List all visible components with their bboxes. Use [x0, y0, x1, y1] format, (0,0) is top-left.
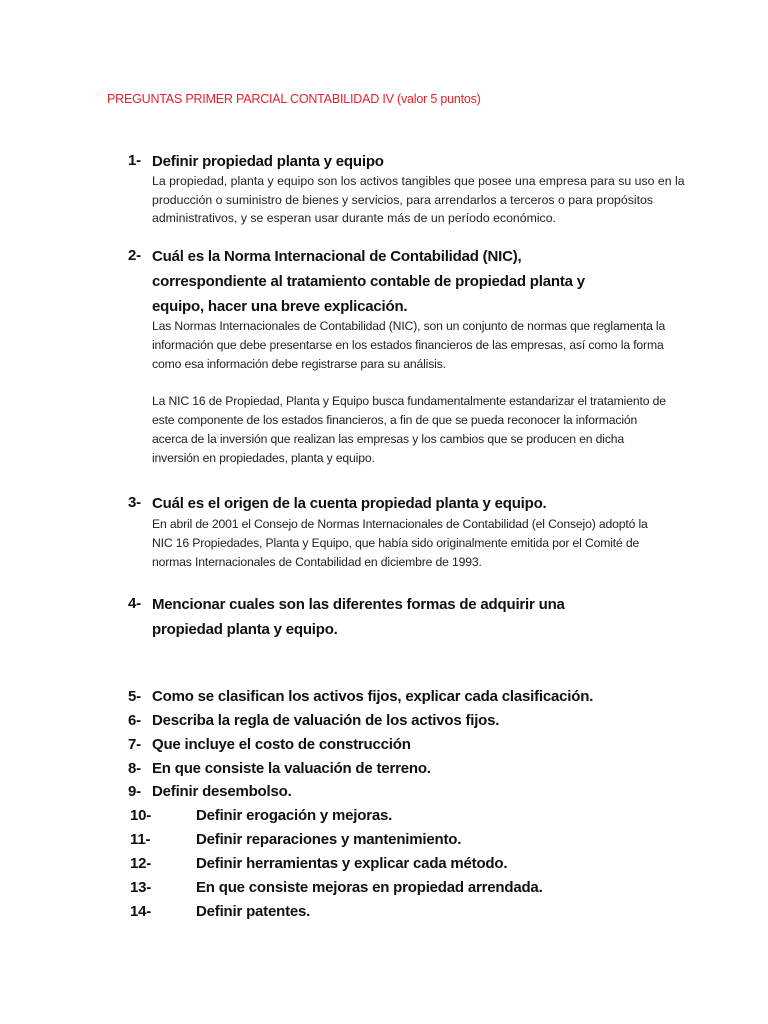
list-item-number: 5- [128, 688, 141, 705]
question-3-number: 3- [128, 494, 141, 511]
list-item-number: 13- [130, 879, 152, 896]
list-item-text: En que consiste la valuación de terreno. [152, 760, 431, 777]
question-4-text [152, 592, 565, 642]
question-1-text [152, 149, 384, 174]
question-line: Cuál es el origen de la cuenta propiedad planta y equipo. [152, 495, 547, 512]
list-item-text: Describa la regla de valuación de los activos fijos. [152, 712, 500, 729]
list-item-text: Definir herramientas y explicar cada método. [196, 855, 508, 872]
question-line: Mencionar cuales son las diferentes formas de adquirir una [152, 596, 565, 613]
page-title: PREGUNTAS PRIMER PARCIAL CONTABILIDAD IV (valor 5 puntos) [107, 92, 481, 106]
answer-1: La propiedad, planta y equipo son los activos tangibles que posee una empresa para su uso en la producción o suministro de bienes y servicios, para arrendarlos a terceros o para propósitos administrativos, y se esperan usar durante más de un período económico. [152, 174, 685, 225]
question-2-number: 2- [128, 247, 141, 264]
question-line: propiedad planta y equipo. [152, 621, 338, 638]
answer-3: En abril de 2001 el Consejo de Normas Internacionales de Contabilidad (el Consejo) adoptó la NIC 16 Propiedades, Planta y Equipo, que había sido originalmente emitida por el Comité de normas Internacionales de Contabilidad en diciembre de 1993. [152, 517, 648, 569]
question-3-text [152, 491, 547, 516]
list-item-text: Definir patentes. [196, 903, 311, 920]
list-item-number: 14- [130, 903, 152, 920]
question-line: Definir propiedad planta y equipo [152, 153, 384, 170]
answer-2-paragraph-2: La NIC 16 de Propiedad, Planta y Equipo busca fundamentalmente estandarizar el tratamiento de este componente de los estados financieros, a fin de que se pueda reconocer la información acerca de la inversión que realizan las empresas y los cambios que se producen en dicha inversión en propiedades, planta y equipo. [152, 394, 666, 465]
list-item-number: 8- [128, 760, 141, 777]
list-item-number: 6- [128, 712, 141, 729]
list-item-number: 10- [130, 807, 152, 824]
question-4-number: 4- [128, 595, 141, 612]
list-item-text: Definir desembolso. [152, 783, 292, 800]
list-item-text: En que consiste mejoras en propiedad arrendada. [196, 879, 543, 896]
question-line: Cuál es la Norma Internacional de Contabilidad (NIC), [152, 248, 522, 265]
list-item-number: 12- [130, 855, 152, 872]
list-item-number: 11- [130, 831, 151, 848]
list-item-number: 9- [128, 783, 141, 800]
list-item-text: Que incluye el costo de construcción [152, 736, 411, 753]
list-item-text: Definir erogación y mejoras. [196, 807, 393, 824]
list-item-text: Definir reparaciones y mantenimiento. [196, 831, 462, 848]
answer-2-paragraph-1: Las Normas Internacionales de Contabilidad (NIC), son un conjunto de normas que reglamenta la información que debe presentarse en los estados financieros de las empresas, así como la forma como esa información debe registrarse para su análisis. [152, 319, 666, 371]
list-item-number: 7- [128, 736, 141, 753]
question-line: equipo, hacer una breve explicación. [152, 298, 408, 315]
question-line: correspondiente al tratamiento contable de propiedad planta y [152, 273, 585, 290]
list-item-text: Como se clasifican los activos fijos, explicar cada clasificación. [152, 688, 594, 705]
question-1-number: 1- [128, 152, 141, 169]
question-2-text [152, 244, 585, 319]
